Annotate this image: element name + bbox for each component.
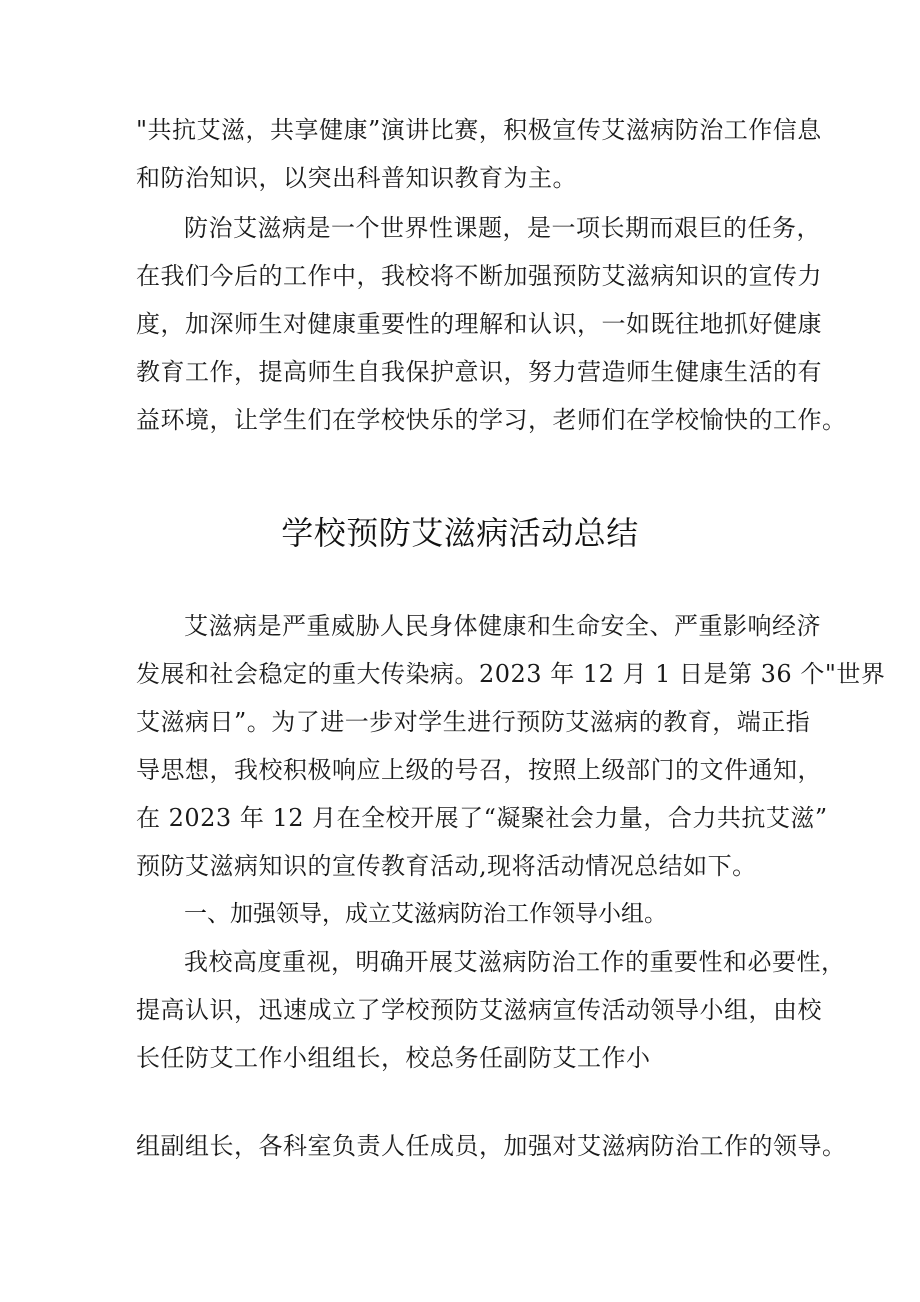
paragraph-line: 度，加深师生对健康重要性的理解和认识，一如既往地抓好健康 — [136, 310, 822, 338]
paragraph-line: 在我们今后的工作中，我校将不断加强预防艾滋病知识的宣传力 — [136, 262, 822, 290]
paragraph-line: 艾滋病日”。为了进一步对学生进行预防艾滋病的教育，端正指 — [136, 708, 811, 736]
paragraph-line: 教育工作，提高师生自我保护意识，努力营造师生健康生活的有 — [136, 358, 822, 386]
paragraph-line: 和防治知识，以突出科普知识教育为主。 — [136, 164, 577, 192]
paragraph-line: 预防艾滋病知识的宣传教育活动,现将活动情况总结如下。 — [136, 852, 757, 880]
section-heading: 一、加强领导，成立艾滋病防治工作领导小组。 — [184, 901, 667, 927]
paragraph-line: 提高认识，迅速成立了学校预防艾滋病宣传活动领导小组，由校 — [136, 996, 822, 1024]
paragraph-line: 艾滋病是严重威胁人民身体健康和生命安全、严重影响经济 — [184, 612, 821, 640]
paragraph-line: 我校高度重视，明确开展艾滋病防治工作的重要性和必要性， — [184, 948, 846, 976]
paragraph-line: 益环境，让学生们在学校快乐的学习，老师们在学校愉快的工作。 — [136, 406, 847, 434]
paragraph-line: 长任防艾工作小组组长，校总务任副防艾工作小 — [136, 1044, 651, 1072]
document-title: 学校预防艾滋病活动总结 — [281, 514, 639, 552]
paragraph-line: 导思想，我校积极响应上级的号召，按照上级部门的文件通知， — [136, 756, 822, 784]
paragraph-line: 在 2023 年 12 月在全校开展了“凝聚社会力量，合力共抗艾滋” — [136, 804, 828, 832]
paragraph-line: "共抗艾滋，共享健康”演讲比赛，积极宣传艾滋病防治工作信息 — [136, 116, 822, 144]
paragraph-line: 组副组长，各科室负责人任成员，加强对艾滋病防治工作的领导。 — [136, 1132, 847, 1160]
paragraph-line: 发展和社会稳定的重大传染病。2023 年 12 月 1 日是第 36 个"世界 — [136, 660, 886, 688]
paragraph-line: 防治艾滋病是一个世界性课题，是一项长期而艰巨的任务， — [184, 214, 821, 242]
